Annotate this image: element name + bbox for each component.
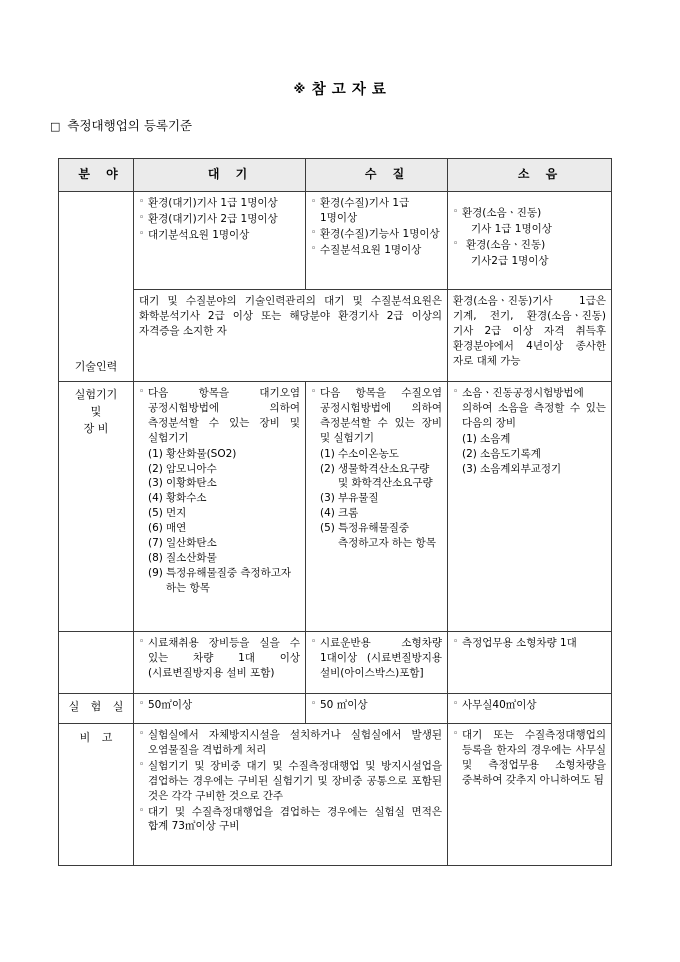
item-number: (4) xyxy=(148,492,163,505)
item-number: (3) xyxy=(148,477,163,490)
item-number: (3) xyxy=(462,462,477,475)
staff-air-list xyxy=(139,196,300,243)
row-label-vehicle xyxy=(59,632,134,694)
staff-note-noise-text: 환경(소음ㆍ진동)기사 1급은 기계, 전기, 환경(소음ㆍ진동) 기사 2급 이상 자격 취득후 환경분야에서 4년이상 종사한 자로 대체 가능 xyxy=(453,295,606,367)
equipment-water-intro xyxy=(311,386,442,446)
list-item: ◦ 시료운반용 소형차량 1대이상 (시료변질방지용 설비(아이스박스)포함] xyxy=(311,636,442,681)
table-row xyxy=(59,724,612,866)
list-item: ◦ 환경(대기)기사 1급 1명이상 xyxy=(139,196,300,211)
item-number: (3) xyxy=(320,492,335,505)
list-item: ◦ 환경(수질)기능사 1명이상 xyxy=(311,227,442,242)
item-text: 질소산화물 xyxy=(166,551,217,564)
list-item: ◦ 대기분석요원 1명이상 xyxy=(139,228,300,243)
item-number: (1) xyxy=(148,447,163,460)
item-text: 일산화탄소 xyxy=(166,537,217,550)
list-item xyxy=(148,536,300,551)
reference-star-icon: ※ xyxy=(293,82,306,96)
list-item xyxy=(148,506,300,521)
list-item: ◦ 시료채취용 장비등을 실을 수 있는 차량 1대 이상 (시료변질방지용 설비 포함) xyxy=(139,636,300,681)
list-item: ◦ 다음 항목을 수질오염 공정시험방법에 의하여 측정분석할 수 있는 장비 및 실험기기 xyxy=(311,386,442,446)
list-item: ◦ 다음 항목을 대기오염 공정시험방법에 의하여 측정분석할 수 있는 장비 및 실험기기 xyxy=(139,386,300,446)
item-text: 소음계외부교정기 xyxy=(480,462,562,475)
list-item xyxy=(148,566,300,596)
lab-water-list xyxy=(311,698,442,713)
list-item: ◦ 환경(대기)기사 2급 1명이상 xyxy=(139,212,300,227)
item-text: 특정유해물질중 측정하고자 하는 항목 xyxy=(166,566,292,594)
row-label-equipment xyxy=(59,382,134,632)
section-heading xyxy=(50,116,192,134)
page-title-text: 참 고 자 료 xyxy=(311,82,387,98)
row-label-technical-staff xyxy=(59,192,134,382)
lab-air-list xyxy=(139,698,300,713)
list-item: 기사2급 1명이상 xyxy=(471,254,549,267)
item-number: (2) xyxy=(148,462,163,475)
cell-vehicle-air xyxy=(134,632,306,694)
list-item xyxy=(148,447,300,462)
list-item xyxy=(320,521,442,551)
list-item: ◦ 수질분석요원 1명이상 xyxy=(311,243,442,258)
list-item: ◦ 환경(수질)기사 1급 1명이상 xyxy=(311,196,442,226)
list-item xyxy=(320,506,442,521)
table-row xyxy=(59,192,612,290)
item-number: (8) xyxy=(148,551,163,564)
cell-notes-air-water xyxy=(134,724,448,866)
cell-vehicle-noise xyxy=(448,632,612,694)
item-text: 특정유해물질중 측정하고자 하는 항목 xyxy=(338,522,436,550)
staff-noise-list xyxy=(453,206,606,269)
lab-noise-list xyxy=(453,698,606,713)
row-label-lab: 실 험 실 xyxy=(59,694,134,724)
list-item xyxy=(320,447,442,462)
item-text: 수소이온농도 xyxy=(338,447,399,460)
cell-lab-noise xyxy=(448,694,612,724)
item-number: (5) xyxy=(148,507,163,520)
cell-staff-note-air-water xyxy=(134,290,448,382)
item-text: 황산화물(SO2) xyxy=(166,447,237,460)
list-item: ◦ 환경(소음ㆍ진동) xyxy=(453,238,606,253)
table-header-row xyxy=(59,159,612,192)
list-item xyxy=(148,476,300,491)
list-item: ◦ 소음ㆍ진동공정시험방법에 의하여 소음을 측정할 수 있는 다음의 장비 xyxy=(453,386,606,431)
list-item xyxy=(148,521,300,536)
table-row xyxy=(59,382,612,632)
row-label-equipment-line1: 실험기기 xyxy=(74,388,118,401)
vehicle-noise-list xyxy=(453,636,606,651)
cell-notes-noise xyxy=(448,724,612,866)
column-header-field: 분 야 xyxy=(59,159,134,192)
vehicle-air-list xyxy=(139,636,300,681)
list-item xyxy=(462,462,606,477)
list-item xyxy=(320,491,442,506)
list-item xyxy=(462,447,606,462)
list-item xyxy=(320,462,442,492)
vehicle-water-list xyxy=(311,636,442,681)
equipment-air-list xyxy=(139,447,300,596)
cell-staff-note-noise xyxy=(448,290,612,382)
staff-note-air-water-text: 대기 및 수질분야의 기술인력관리의 대기 및 수질분석요원은 화학분석기사 2급 이상 또는 해당분야 환경기사 2급 이상의 자격증을 소지한 자 xyxy=(139,295,442,337)
item-text: 이황화탄소 xyxy=(166,477,217,490)
notes-noise-list xyxy=(453,728,606,788)
list-item: ◦ 환경(소음ㆍ진동) xyxy=(453,206,606,221)
list-item: ◦ 50 ㎡이상 xyxy=(311,698,442,713)
notes-air-water-list xyxy=(139,728,442,834)
list-item xyxy=(148,491,300,506)
item-number: (6) xyxy=(148,522,163,535)
item-number: (2) xyxy=(320,462,335,475)
cell-vehicle-water xyxy=(306,632,448,694)
row-label-notes: 비 고 xyxy=(59,724,134,866)
item-text: 황화수소 xyxy=(166,492,207,505)
item-text: 크롬 xyxy=(338,507,359,520)
cell-equipment-air xyxy=(134,382,306,632)
item-text: 매연 xyxy=(166,522,187,535)
item-text: 암모니아수 xyxy=(166,462,217,475)
list-item xyxy=(148,462,300,477)
cell-staff-water xyxy=(306,192,448,290)
list-item: ◦ 대기 및 수질측정대행업을 겸업하는 경우에는 실험실 면적은 합계 73㎡이상 구비 xyxy=(139,805,442,835)
equipment-water-list xyxy=(311,447,442,551)
registration-criteria-table xyxy=(58,158,612,866)
item-text: 부유물질 xyxy=(338,492,379,505)
list-item: ◦ 대기 또는 수질측정대행업의 등록을 한자의 경우에는 사무실 및 측정업무용 소형차량을 중복하여 갖추지 아니하여도 됨 xyxy=(453,728,606,788)
item-text: 생물학격산소요구량 및 화학격산소요구량 xyxy=(338,462,433,490)
item-number: (5) xyxy=(320,522,335,535)
table-row xyxy=(59,632,612,694)
table-row xyxy=(59,694,612,724)
list-item: ◦ 측정업무용 소형차량 1대 xyxy=(453,636,606,651)
item-number: (7) xyxy=(148,537,163,550)
item-number: (9) xyxy=(148,566,163,579)
list-item: 기사 1급 1명이상 xyxy=(471,222,552,235)
row-label-technical-staff-text: 기술인력 xyxy=(74,359,118,373)
page-title xyxy=(0,78,680,99)
item-number: (4) xyxy=(320,507,335,520)
staff-water-list xyxy=(311,196,442,258)
equipment-noise-intro xyxy=(453,386,606,431)
cell-staff-air xyxy=(134,192,306,290)
list-item: ◦ 사무실40㎡이상 xyxy=(453,698,606,713)
table-row xyxy=(59,290,612,382)
equipment-air-intro xyxy=(139,386,300,446)
item-number: (2) xyxy=(462,447,477,460)
item-text: 소음도기록계 xyxy=(480,447,541,460)
item-text: 먼지 xyxy=(166,507,187,520)
list-item: ◦ 50㎡이상 xyxy=(139,698,300,713)
item-number: (1) xyxy=(462,432,477,445)
list-item: ◦ 실험기기 및 장비중 대기 및 수질측정대행업 및 방지시설업을 겸업하는 경우에는 구비된 실험기기 및 장비중 공통으로 포함된 것은 각각 구비한 것으로 간주 xyxy=(139,759,442,804)
list-item: ◦ 실험실에서 자체방지시설을 설치하거나 실험실에서 발생된 오염물질을 격법하게 처리 xyxy=(139,728,442,758)
list-item xyxy=(148,551,300,566)
column-header-water: 수 질 xyxy=(306,159,448,192)
item-text: 소음계 xyxy=(480,432,511,445)
square-bullet-icon: □ xyxy=(50,120,61,133)
column-header-noise: 소 음 xyxy=(448,159,612,192)
cell-equipment-water xyxy=(306,382,448,632)
item-number: (1) xyxy=(320,447,335,460)
equipment-noise-list xyxy=(453,432,606,477)
list-item xyxy=(462,432,606,447)
cell-equipment-noise xyxy=(448,382,612,632)
row-label-equipment-line2: 및 xyxy=(90,405,102,419)
column-header-air: 대 기 xyxy=(134,159,306,192)
cell-lab-air xyxy=(134,694,306,724)
cell-staff-noise xyxy=(448,192,612,290)
row-label-equipment-line3: 장 비 xyxy=(83,422,109,436)
section-heading-text: 측정대행업의 등록기준 xyxy=(67,118,193,133)
cell-lab-water xyxy=(306,694,448,724)
